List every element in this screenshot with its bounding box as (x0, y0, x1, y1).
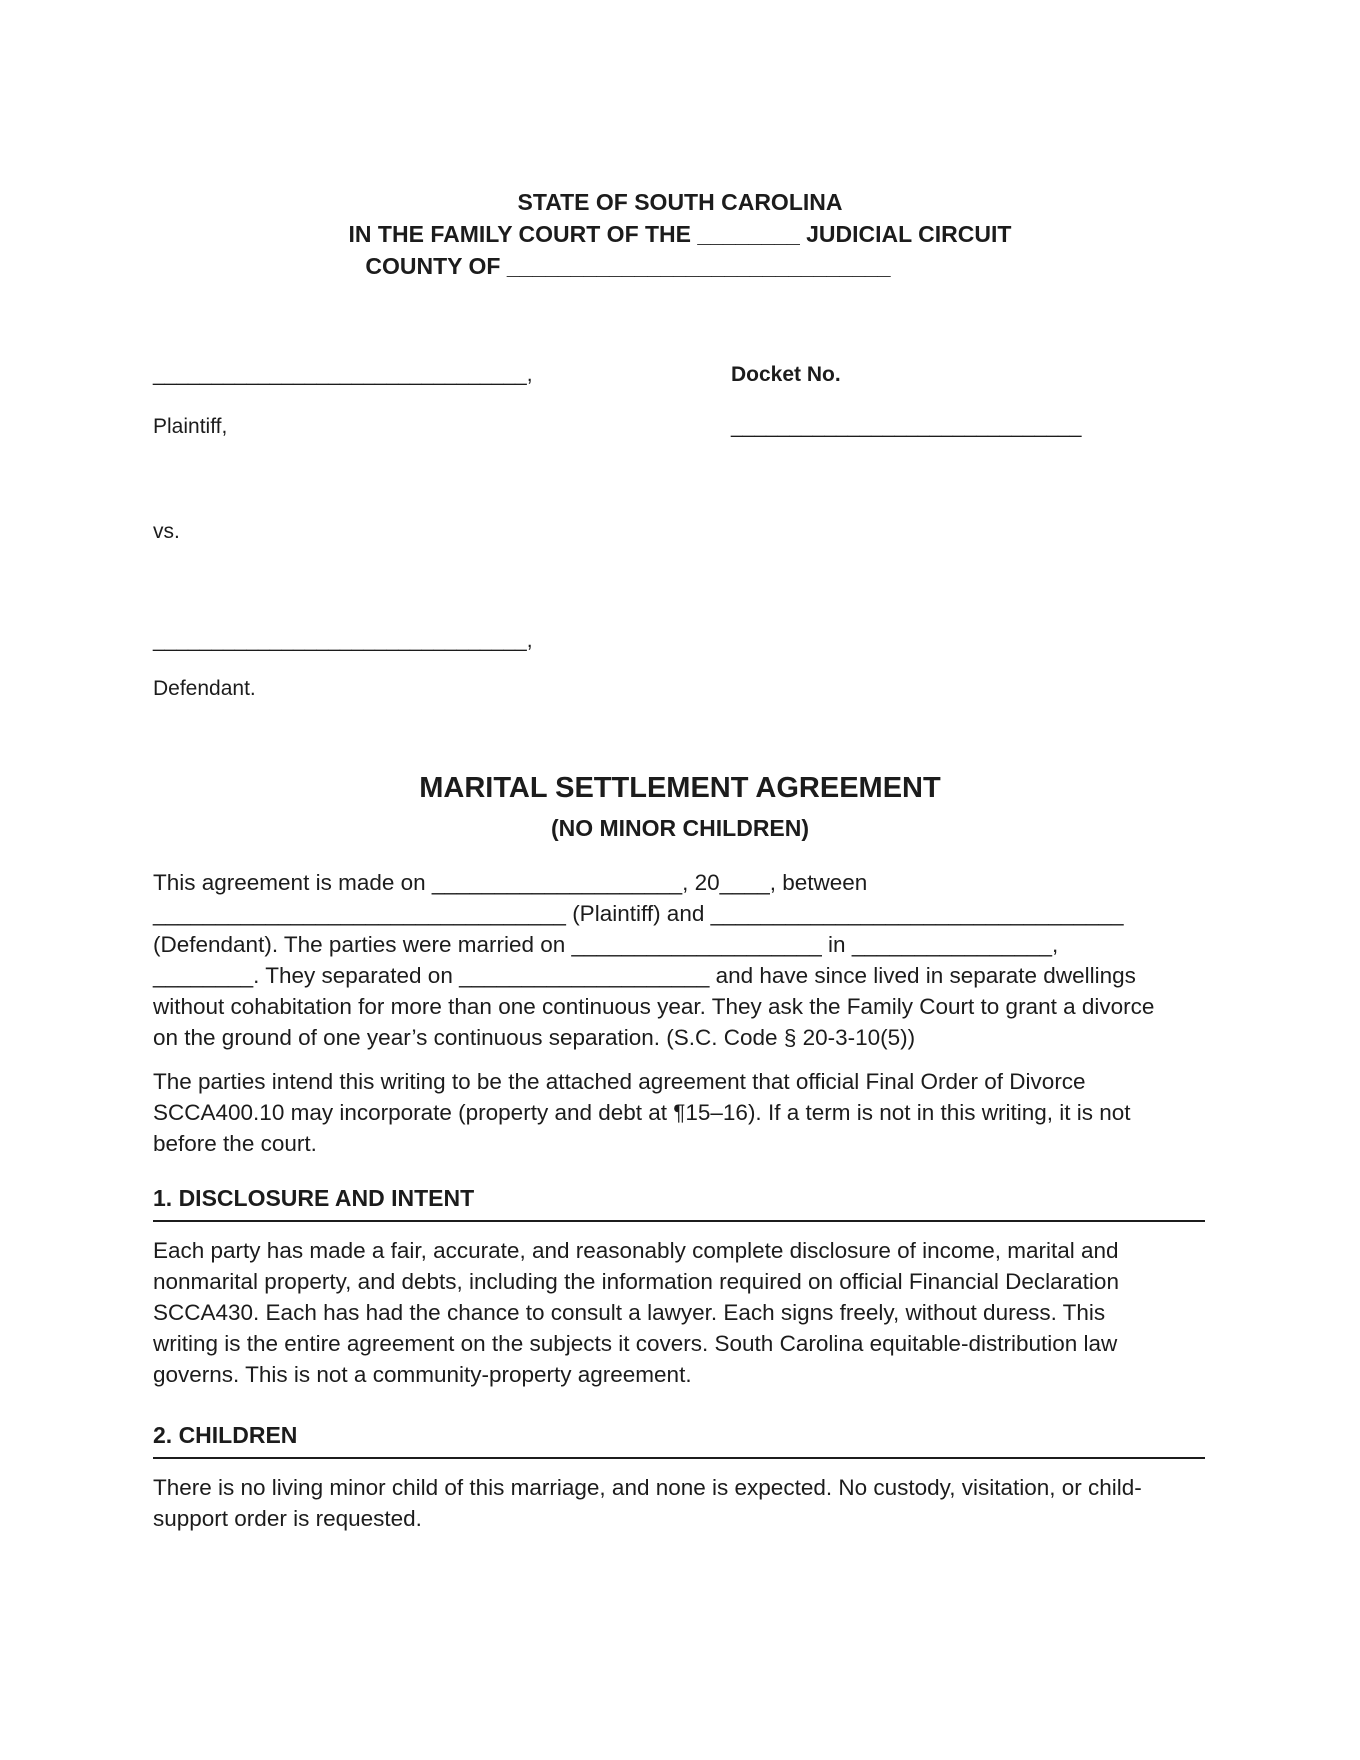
section-line: There is no living minor child of this marriage, and none is expected. No custody, visitation, or child- (153, 1475, 1142, 1500)
incorporation-paragraph (153, 1066, 1213, 1159)
state-caption: STATE OF SOUTH CAROLINA (517, 189, 843, 215)
intro-line: on the ground of one year’s continuous separation. (S.C. Code § 20-3-10(5)) (153, 1025, 916, 1050)
section-body-disclosure (153, 1235, 1213, 1390)
document-title: MARITAL SETTLEMENT AGREEMENT (419, 772, 941, 804)
defendant-name-blank[interactable]: ________________________________, (153, 629, 533, 652)
section-heading-children: 2. CHILDREN (153, 1420, 1205, 1459)
section-line: Each party has made a fair, accurate, and reasonably complete disclosure of income, marital and (153, 1238, 1119, 1263)
intro-line: ________. They separated on ____________________ and have since lived in separate dwellings (153, 963, 1136, 988)
docket-label: Docket No. (731, 363, 841, 386)
section-line: governs. This is not a community-property agreement. (153, 1362, 692, 1387)
section-line: support order is requested. (153, 1506, 422, 1531)
section-heading-disclosure: 1. DISCLOSURE AND INTENT (153, 1183, 1205, 1222)
defendant-label: Defendant. (153, 677, 256, 700)
intro-line: This agreement is made on ____________________, 20____, between (153, 870, 868, 895)
incorporation-line: The parties intend this writing to be the attached agreement that official Final Order of Divorce (153, 1069, 1086, 1094)
versus-label: vs. (153, 520, 180, 543)
county-caption: COUNTY OF ______________________________ (365, 253, 891, 279)
court-caption: IN THE FAMILY COURT OF THE ________ JUDICIAL CIRCUIT (348, 221, 1012, 247)
section-line: writing is the entire agreement on the subjects it covers. South Carolina equitable-distribution law (153, 1331, 1118, 1356)
intro-line: without cohabitation for more than one continuous year. They ask the Family Court to grant a divorce (153, 994, 1155, 1019)
section-line: nonmarital property, and debts, including the information required on official Financial Declaration (153, 1269, 1119, 1294)
intro-paragraph (153, 867, 1213, 1053)
intro-line: _________________________________ (Plaintiff) and _________________________________ (153, 901, 1124, 926)
document-subtitle: (NO MINOR CHILDREN) (550, 815, 810, 841)
docket-number-blank[interactable]: ______________________________ (731, 415, 1082, 438)
plaintiff-name-blank[interactable]: ________________________________, (153, 363, 533, 386)
incorporation-line: before the court. (153, 1131, 317, 1156)
incorporation-line: SCCA400.10 may incorporate (property and debt at ¶15–16). If a term is not in this writing, it is not (153, 1100, 1131, 1125)
section-body-children (153, 1472, 1213, 1534)
plaintiff-label: Plaintiff, (153, 415, 228, 438)
intro-line: (Defendant). The parties were married on ____________________ in ________________, (153, 932, 1059, 957)
section-line: SCCA430. Each has had the chance to consult a lawyer. Each signs freely, without duress. This (153, 1300, 1106, 1325)
